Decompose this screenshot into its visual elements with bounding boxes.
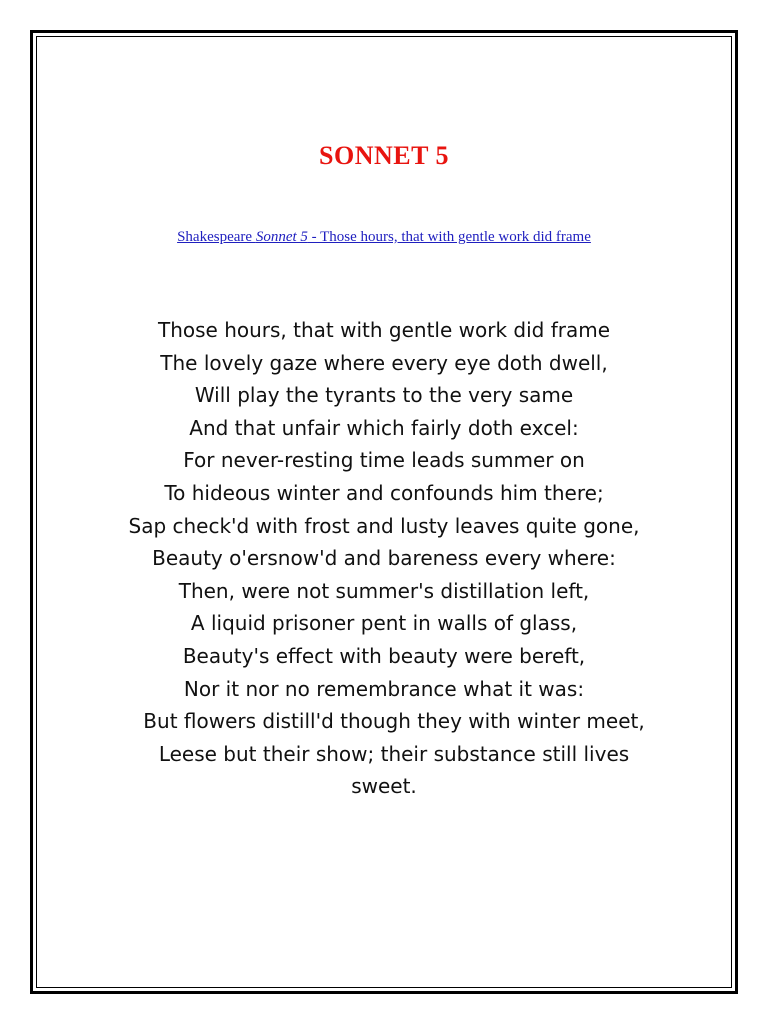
sonnet-link[interactable]: [0, 229, 768, 246]
poem-line: To hideous winter and confounds him there;: [164, 480, 604, 505]
link-prefix: Shakespeare: [177, 229, 256, 245]
poem-line: The lovely gaze where every eye doth dwell,: [160, 350, 608, 375]
poem-body: [0, 314, 768, 803]
poem-line: And that unfair which fairly doth excel:: [189, 415, 579, 440]
poem-line: Beauty o'ersnow'd and bareness every where:: [152, 546, 616, 571]
poem-line: Will play the tyrants to the very same: [194, 383, 574, 408]
poem-line: Nor it nor no remembrance what it was:: [183, 676, 585, 701]
link-suffix: - Those hours, that with gentle work did frame: [307, 229, 591, 245]
poem-line: Sap check'd with frost and lusty leaves quite gone,: [128, 513, 640, 538]
poem-line: Then, were not summer's distillation left,: [178, 578, 590, 603]
document-title: SONNET 5: [319, 141, 449, 170]
poem-line: But flowers distill'd though they with winter meet,: [143, 709, 645, 734]
poem-line: For never-resting time leads summer on: [183, 448, 585, 473]
poem-line: Beauty's effect with beauty were bereft,: [182, 643, 586, 668]
poem-line: Those hours, that with gentle work did frame: [157, 318, 611, 342]
poem-line: sweet.: [351, 774, 417, 799]
poem-line: A liquid prisoner pent in walls of glass,: [190, 611, 578, 636]
poem-line: Leese but their show; their substance still lives: [158, 741, 630, 766]
link-italic-title: Sonnet 5: [255, 229, 308, 245]
